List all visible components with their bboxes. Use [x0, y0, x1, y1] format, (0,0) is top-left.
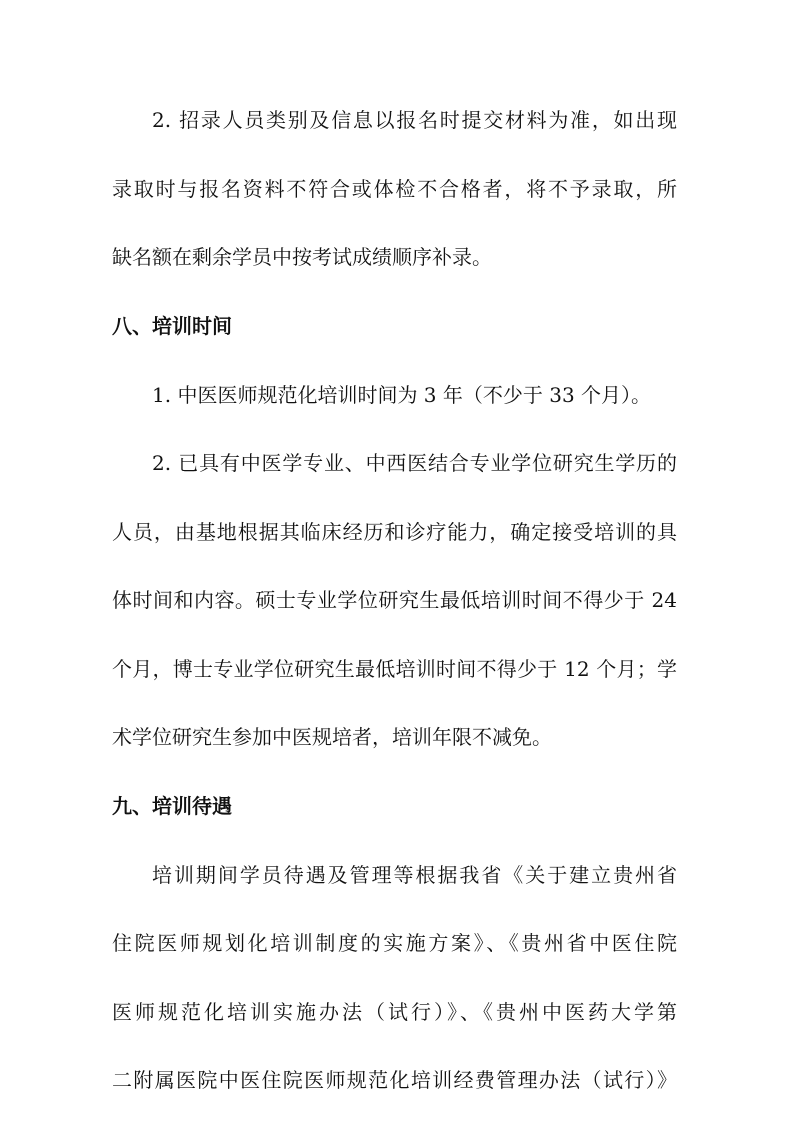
training-time-item-2-line-3: 体时间和内容。硕士专业学位研究生最低培训时间不得少于 24 [112, 588, 677, 612]
benefits-paragraph-line-3: 医师规范化培训实施办法（试行）》、《贵州中医药大学第 [112, 1000, 677, 1024]
benefits-paragraph-line-4: 二附属医院中医住院医师规范化培训经费管理办法（试行）》 [112, 1068, 677, 1092]
training-time-item-1: 1. 中医医师规范化培训时间为 3 年（不少于 33 个月）。 [152, 383, 652, 407]
intro-paragraph-line-3: 缺名额在剩余学员中按考试成绩顺序补录。 [112, 245, 492, 269]
training-time-item-2-line-2: 人员，由基地根据其临床经历和诊疗能力，确定接受培训的具 [112, 520, 677, 544]
benefits-paragraph-line-1: 培训期间学员待遇及管理等根据我省《关于建立贵州省 [152, 863, 677, 887]
training-time-item-2-line-1: 2. 已具有中医学专业、中西医结合专业学位研究生学历的 [152, 451, 677, 475]
intro-paragraph-line-2: 录取时与报名资料不符合或体检不合格者，将不予录取，所 [112, 177, 677, 201]
training-time-item-2-line-5: 术学位研究生参加中医规培者，培训年限不减免。 [112, 725, 552, 749]
section-heading-training-benefits: 九、培训待遇 [112, 794, 232, 818]
section-heading-training-time: 八、培训时间 [112, 314, 232, 338]
benefits-paragraph-line-2: 住院医师规划化培训制度的实施方案》、《贵州省中医住院 [112, 931, 677, 955]
training-time-item-2-line-4: 个月，博士专业学位研究生最低培训时间不得少于 12 个月；学 [112, 657, 677, 681]
intro-paragraph-line-1: 2. 招录人员类别及信息以报名时提交材料为准，如出现 [152, 108, 677, 132]
